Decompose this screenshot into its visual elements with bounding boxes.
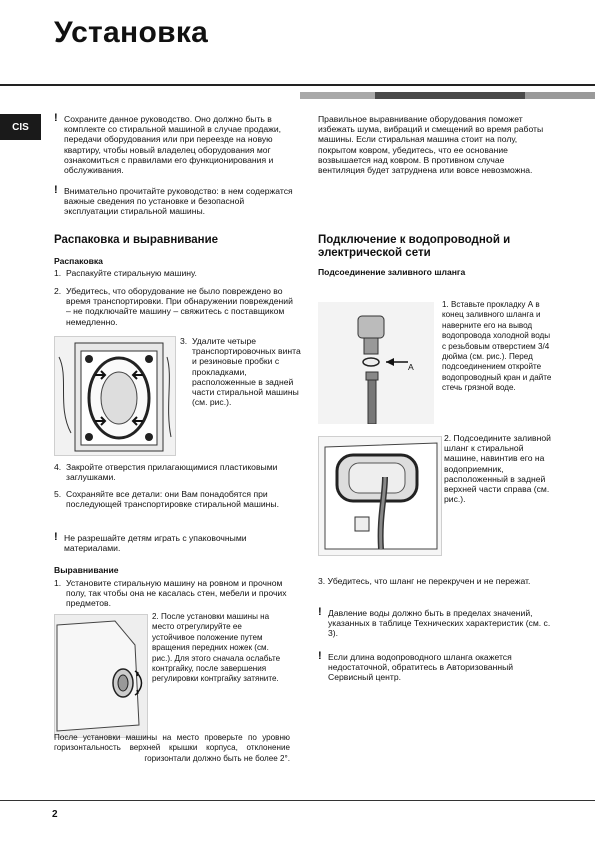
header-bar-grey [525,92,595,99]
note-text: Не разрешайте детям играть с упаковочными материалами. [64,533,247,554]
subheading-leveling: Выравнивание [54,565,119,575]
header-divider [0,84,595,86]
label-gasket-a: A [408,362,414,372]
figure-hose-fitting [318,302,434,424]
page-title: Установка [54,16,209,49]
subheading-hose: Подсоединение заливного шланга [318,267,466,277]
warning-mark: ! [54,112,58,124]
list-item: 1. Распакуйте стиральную машину. [54,268,197,278]
figure-machine-back [54,336,176,456]
header-bar-dark [375,92,525,99]
figure-machine-foot [54,614,148,738]
list-item: 2. Убедитесь, что оборудование не было повреждено во время транспортировки. При обнаружении повреждений – не подключайте машину – свяжитесь с поставщиком немедленно. [54,286,293,327]
hose-step-2: 2. Подсоедините заливной шланг к стиральной машине, навинтив его на водоприемник, расположенный в задней верхней части справа (см. рис.). [444,433,551,505]
header-bar-light [300,92,375,99]
warning-mark: ! [54,184,58,196]
list-item: 3. Удалите четыре транспортировочных винта и резиновые пробки с прокладками, расположенные в задней части стиральной машины (см. рис.). [180,336,301,408]
machine-back-illustration [55,337,175,455]
footer-divider [0,800,595,801]
hose-step-3: 3. Убедитесь, что шланг не перекручен и не пережат. [318,576,531,586]
note-text: Сохраните данное руководство. Оно должно быть в комплекте со стиральной машиной в случае продажи, передачи оборудования или при переезде на новую квартиру, чтобы новый владелец оборудования мог ознакомиться с правилами его функционирования и обслуживания. [64,114,282,176]
note-hose-length [318,652,558,683]
list-item: 4. Закройте отверстия прилагающимися пластиковыми заглушками. [54,462,278,483]
hose-step-1: 1. Вставьте прокладку А в конец заливного шланга и наверните его на вывод водопровода холодной воды с резьбовым отверстием 3/4 дюйма (см. рис.). Перед подсоединением откройте водопроводный кран и дайте стечь грязной воде. [442,300,552,393]
page-number: 2 [52,809,58,820]
note-read-manual [54,186,296,217]
note-text: Внимательно прочитайте руководство: в нем содержатся важные сведения по установке и безопасной эксплуатации стиральной машины. [64,186,293,217]
machine-foot-illustration [55,615,147,737]
language-tab: CIS [0,114,41,140]
warning-mark: ! [318,650,322,662]
figure-hose-connection [318,436,442,556]
note-text: Если длина водопроводного шланга окажется недостаточной, обратитесь в Авторизованный Сервисный центр. [328,652,514,683]
warning-mark: ! [54,531,58,543]
leveling-intro: Правильное выравнивание оборудования поможет избежать шума, вибраций и смещений во время работы машины. Если стиральная машина стоит на полу, покрытом ковром, убедитесь, что ее основание возвышается над ковром. В противном случае вентиляция будет затруднена или вовсе невозможна. [318,114,544,176]
section-heading-unpacking: Распаковка и выравнивание [54,234,219,246]
leveling-step-2: 2. После установки машины на место отрегулируйте ее устойчивое положение путем вращения передних ножек (см. рис.). Для этого сначала ослабьте контргайку, после завершения регулировки контргайку затяните. [152,612,281,684]
hose-fitting-illustration [318,302,434,424]
warning-mark: ! [318,606,322,618]
list-item: 5. Сохраняйте все детали: они Вам понадобятся при последующей транспортировке стиральной машины. [54,489,279,510]
note-water-pressure [318,608,554,639]
leveling-step-3: После установки машины на место проверьте по уровню горизонтальность верхней крышки корпуса, отклонение горизонтали должно быть не более 2°. [54,733,290,763]
note-text: Давление воды должно быть в пределах значений, указанных в таблице Технических характеристик (см. с. 3). [328,608,551,639]
note-keep-manual [54,114,296,175]
list-item: 1. Установите стиральную машину на ровном и прочном полу, так чтобы она не касалась стен, мебели и прочих предметов. [54,578,287,609]
note-children [54,533,298,553]
section-heading-water: Подключение к водопроводной и электрической сети [318,234,511,259]
subheading-unpacking: Распаковка [54,256,103,266]
hose-connection-illustration [319,437,441,555]
